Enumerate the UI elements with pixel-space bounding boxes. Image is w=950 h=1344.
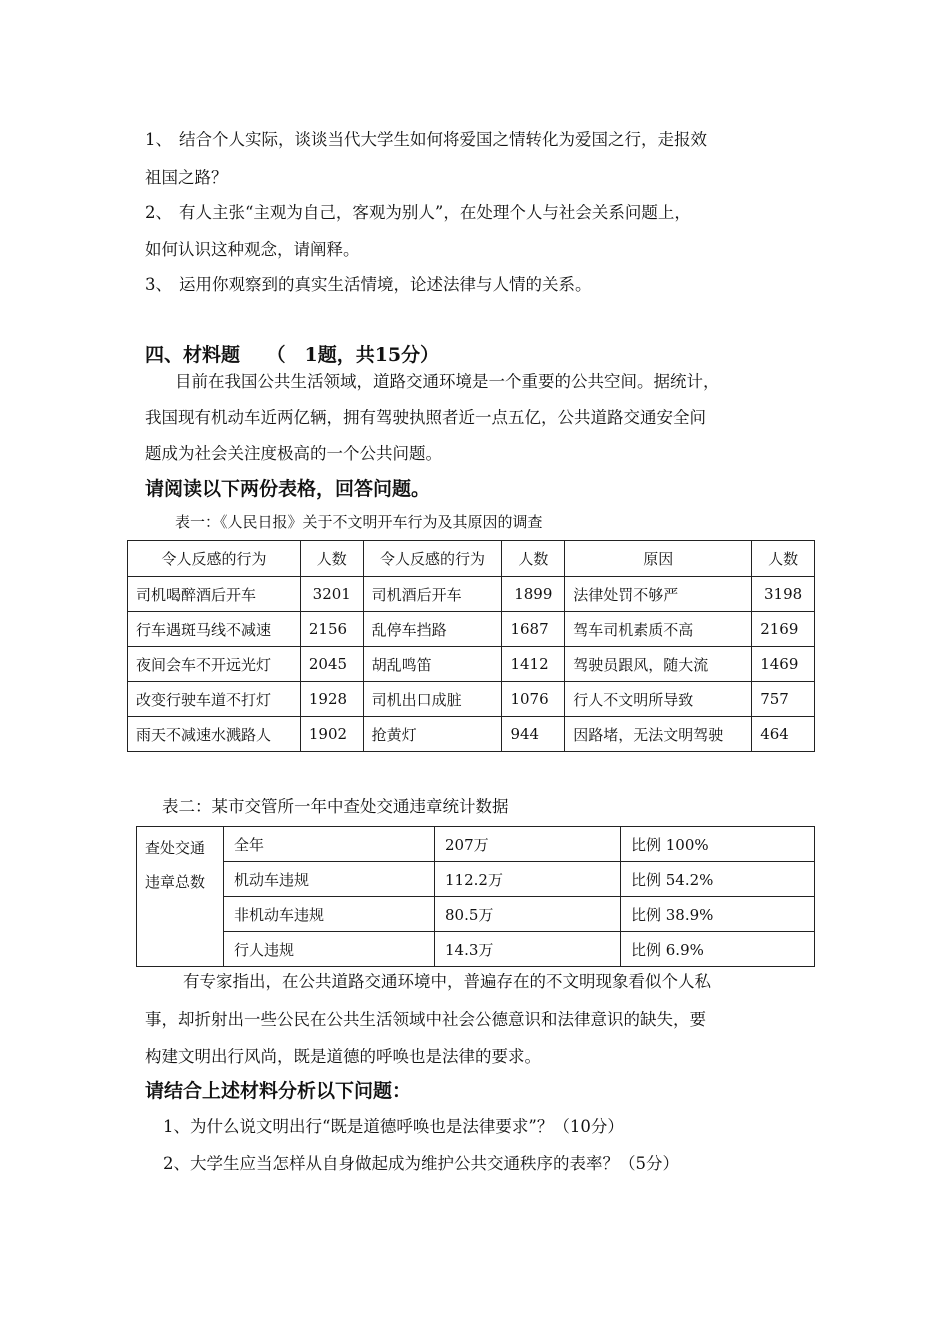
- table-cell: 改变行驶车道不打灯: [128, 682, 301, 717]
- table-row-header: 查处交通 违章总数: [137, 827, 224, 967]
- table-cell: 2169: [752, 612, 815, 647]
- table-row: [137, 932, 815, 967]
- table-cell: 行人违规: [224, 932, 435, 967]
- table-cell: 司机出口成脏: [363, 682, 502, 717]
- final-question-1: 1、为什么说文明出行“既是道德呼唤也是法律要求”？（10分）: [163, 1117, 624, 1136]
- table-cell: 机动车违规: [224, 862, 435, 897]
- final-question-2: 2、大学生应当怎样从自身做起成为维护公共交通秩序的表率？（5分）: [163, 1154, 679, 1173]
- table-cell: 80.5万: [435, 897, 621, 932]
- table-cell: 非机动车违规: [224, 897, 435, 932]
- table-cell: 207万: [435, 827, 621, 862]
- expert-line-3: 构建文明出行风尚，既是道德的呼唤也是法律的要求。: [145, 1047, 541, 1066]
- table-row: [128, 612, 815, 647]
- table-cell: 1412: [502, 647, 565, 682]
- table-cell: 法律处罚不够严: [565, 577, 752, 612]
- question-1-line2: 祖国之路？: [145, 168, 228, 187]
- table-cell: 比例 100%: [621, 827, 815, 862]
- question-3: 3、 运用你观察到的真实生活情境，论述法律与人情的关系。: [145, 275, 592, 294]
- table-row: [137, 862, 815, 897]
- question-2-line2: 如何认识这种观念，请阐释。: [145, 240, 360, 259]
- violation-stats-table: [136, 826, 815, 967]
- table-header-cell: 令人反感的行为: [363, 541, 502, 577]
- table-row: [128, 647, 815, 682]
- table-cell: 夜间会车不开远光灯: [128, 647, 301, 682]
- table-cell: 行人不文明所导致: [565, 682, 752, 717]
- table-cell: 1469: [752, 647, 815, 682]
- table-header-cell: 人数: [300, 541, 363, 577]
- table-cell: 比例 54.2%: [621, 862, 815, 897]
- table-cell: 司机喝醉酒后开车: [128, 577, 301, 612]
- table-row: [128, 577, 815, 612]
- table-cell: 112.2万: [435, 862, 621, 897]
- question-1-line1: 1、 结合个人实际，谈谈当代大学生如何将爱国之情转化为爱国之行，走报效: [145, 130, 707, 149]
- table-row: [137, 827, 815, 862]
- survey-table: [127, 540, 815, 752]
- table-cell: 抢黄灯: [363, 717, 502, 752]
- intro-line-3: 题成为社会关注度极高的一个公共问题。: [145, 444, 442, 463]
- table-cell: 比例 6.9%: [621, 932, 815, 967]
- table-cell: 14.3万: [435, 932, 621, 967]
- table-cell: 比例 38.9%: [621, 897, 815, 932]
- intro-line-2: 我国现有机动车近两亿辆，拥有驾驶执照者近一点五亿，公共道路交通安全问: [145, 408, 706, 427]
- intro-line-1: 目前在我国公共生活领域，道路交通环境是一个重要的公共空间。据统计，: [175, 372, 720, 391]
- table-cell: 驾驶员跟风，随大流: [565, 647, 752, 682]
- table-cell: 1928: [300, 682, 363, 717]
- table-cell: 雨天不减速水溅路人: [128, 717, 301, 752]
- table-cell: 驾车司机素质不高: [565, 612, 752, 647]
- table-row: [128, 717, 815, 752]
- table-row: [128, 682, 815, 717]
- table-header-cell: 原因: [565, 541, 752, 577]
- read-prompt: 请阅读以下两份表格，回答问题。: [145, 478, 431, 500]
- table-cell: 3198: [752, 577, 815, 612]
- table1-caption: 表一：《人民日报》关于不文明开车行为及其原因的调查: [175, 513, 543, 531]
- table-cell: 1902: [300, 717, 363, 752]
- table-header-row: [128, 541, 815, 577]
- table-cell: 944: [502, 717, 565, 752]
- table-header-cell: 人数: [752, 541, 815, 577]
- table-cell: 全年: [224, 827, 435, 862]
- table-cell: 因路堵，无法文明驾驶: [565, 717, 752, 752]
- section-4-heading: 四、材料题 （ 1题，共15分）: [145, 344, 440, 366]
- table-cell: 1687: [502, 612, 565, 647]
- table-header-cell: 人数: [502, 541, 565, 577]
- table-cell: 2156: [300, 612, 363, 647]
- analysis-prompt: 请结合上述材料分析以下问题：: [145, 1080, 412, 1102]
- question-2-line1: 2、 有人主张“主观为自己，客观为别人”，在处理个人与社会关系问题上，: [145, 203, 691, 222]
- table-cell: 行车遇斑马线不减速: [128, 612, 301, 647]
- table-cell: 乱停车挡路: [363, 612, 502, 647]
- table-cell: 司机酒后开车: [363, 577, 502, 612]
- table-cell: 胡乱鸣笛: [363, 647, 502, 682]
- table-cell: 3201: [300, 577, 363, 612]
- table-cell: 757: [752, 682, 815, 717]
- table-cell: 464: [752, 717, 815, 752]
- expert-line-2: 事，却折射出一些公民在公共生活领域中社会公德意识和法律意识的缺失，要: [145, 1010, 706, 1029]
- table-cell: 1076: [502, 682, 565, 717]
- table-row: [137, 897, 815, 932]
- table-cell: 1899: [502, 577, 565, 612]
- table-header-cell: 令人反感的行为: [128, 541, 301, 577]
- expert-line-1: 有专家指出，在公共道路交通环境中，普遍存在的不文明现象看似个人私: [183, 972, 711, 991]
- table-cell: 2045: [300, 647, 363, 682]
- table2-caption: 表二：某市交管所一年中查处交通违章统计数据: [162, 797, 509, 816]
